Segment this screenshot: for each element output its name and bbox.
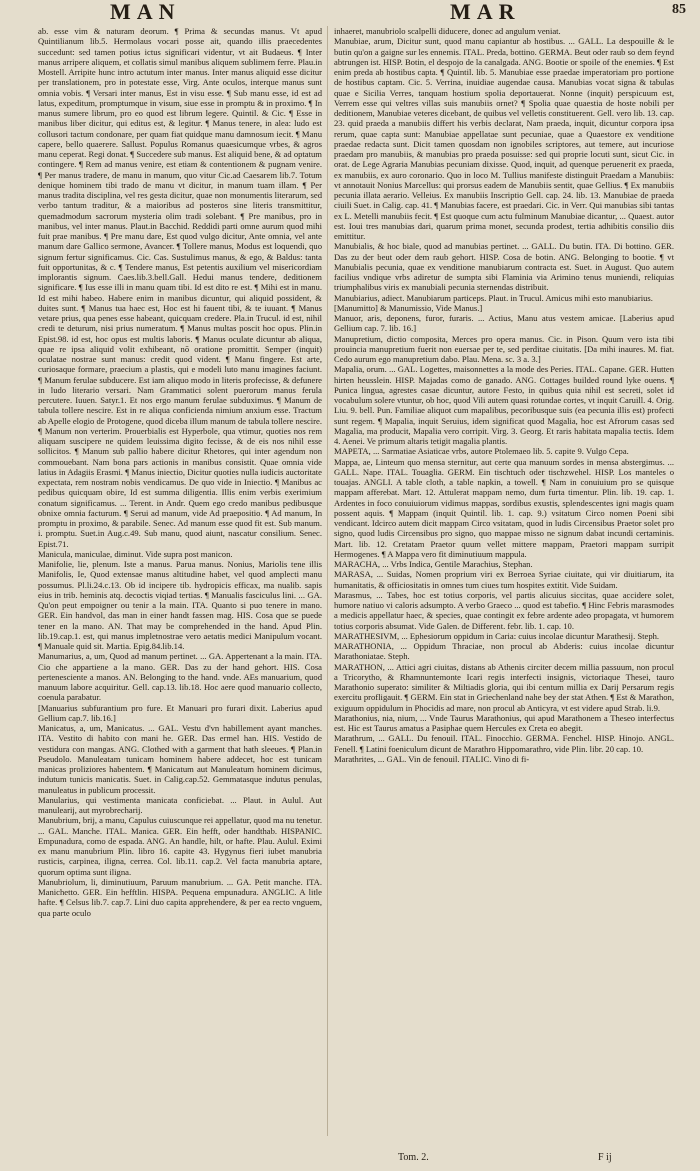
page-footer	[0, 1152, 700, 1170]
entry-manubiae: Manubiae, arum, Dicitur sunt, quod manu capiantur ab hostibus. ... GALL. La despouille & le butin qu'on a gaigne sur les ennemis. ITAL. Preda, bottino. GERMA. Beut oder raub so dem feynd abtrungen ist. HISP. Botin, el despojo de la canalgada. ANG. Bootie or spoile of the enemies. ¶ Est enim preda ab hostibus capta. ¶ Quintil. lib. 5. Manubiae esse praedae imperatoriam pro portione de hostibus captam. Cic. 5. Verrina, inuidiae augendae causa. Manubias vocat signa & tabulas quae e Sicilia Verres, tanquam hostium spolia deportauerat. Nonne (inquit) perspicuum est, Verrem esse qui veltres villas suis manubiis ornet? ¶ Spolia quae quaestia de hoste nobili per deditionem, Manubiae veteres dicebant, de quibus vel velletis constituerent. Gell. vero lib. 13. cap. 23. quid praeda a manubiis differt his verbis declarat, Nam praeda, inquit, dicuntur corpora ipsa rerum, quae capta sunt: Manubiae appellatae sunt pecuniae, quae a Quaestore ex venditione praedae redacta sunt. Dicit tamen quosdam non ignobiles scriptores, aut temere, aut incuriose praedam pro manubiis, & manubias pro praeda posuisse: sed qui proprie locuti sunt, sicut Cic. in orat. de Lege Agraria Manubias pecuniam dixisse. Quod, inquit, ad quenque peruenerit ex praeda, ex manubiis, ex auro coronario. Quo in loco M. Tullius manifeste distinguit Praedam a Manubiis: vt annotauit Nonius Marcellus: qui prorsus eadem de Manubiis sentit, quae Gellius. ¶ Ex manubiis pecunia illata aerario. Velleius. Ex manubiis Inscriptio Gell. cap. 24. lib. 13. Manubiae de praeda ciuili Suet. in Calig. cap. 41. ¶ Manubias facere, est praedari. Cic. in Verr. Qui manubias sibi tantas ex L. Metelli manubiis fecit. ¶ Est quoque cum actu fulminum Manubiae dicantur, ... Quaest. autor est. Ioui tres manubias dari, quarum prima monet, secunda prodest, tertia adhibitis consilio diis emittitur.	[334, 36, 674, 241]
entry-marathonius: Marathonius, nia, nium, ... Vnde Taurus Marathonius, qui apud Marathonem a Theseo interfectus est. Hic est Taurus amatus a Pasiphae quem Hercules ex Creta eo abegit.	[334, 712, 674, 733]
entry-manuor: Manuor, aris, deponens, furor, furaris. ... Actius, Manu atus vestem amicae. [Laberius apud Gellium cap. 7. lib. 16.]	[334, 313, 674, 334]
signature-mark: F ij	[598, 1152, 612, 1163]
running-head-right: MAR	[450, 0, 521, 24]
entry-manicula: Manicula, maniculae, diminut. Vide supra post manicon.	[38, 548, 233, 559]
entry-manicatus: Manicatus, a, um, Manicatus. ... GAL. Vestu d'vn habillement ayant manches. ITA. Vestito di habito con mani he. GER. Das ermel han. HIS. Vestido de vestidura con mangas. ANG. Clothed with a garment that hath sleeues. ¶ Plan.in Pseudolo. Manuleatam tunicam hominem habere addecet, hoc est tunicam manicas proliziores habentem. ¶ Manicatum aut Manuleatum hominem dicimus, indutum tunicis manicatis. Suet. in Calig.cap.52. Gemmatasque indutus penulas, manuleatus in publicum processit.	[38, 723, 322, 795]
entry-manupretium: Manupretium, dictio composita, Merces pro opera manus. Cic. in Pison. Quum vero ista tibi prouincia manupretium fuerit non euersae per te, sed perditae ciuitatis. [Da mihi inaures. M. fiat. Cedo aurum ego manupretium dabo. Plau. Mena. sc. 3 a. 3.]	[334, 333, 674, 364]
entry-marasa: MARASA, ... Suidas, Nomen proprium viri ex Berroea Syriae ciuitate, qui vir diuitiarum, ita humanitatis, & officiositatis in omnes tum ciues tum hospites extitit. Vide Suidam.	[334, 569, 674, 590]
entry-marathrites: Marathrites, ... GAL. Vin de fenouil. ITALIC. Vino di fi-	[334, 753, 530, 764]
entry-maracha: MARACHA, ... Vrbs Indica, Gentile Marachius, Stephan.	[334, 559, 533, 569]
running-header	[0, 0, 700, 26]
running-head-left: MAN	[110, 0, 181, 24]
entry-manubiarius: Manubiarius, adiect. Manubiarum particeps. Plaut. in Trucul. Amicus mihi esto manubiarius.	[334, 292, 653, 303]
entry-mappa: Mappa, ae, Linteum quo mensa sternitur, aut certe qua manuum sordes in mensa abstergimus. ... GALL. Nape. ITAL. Touaglia. GERM. Ein tischtuch oder tischzwehel. HISP. Los manteles o touajas. ANGLI. A table cloth, a table napkin, a towell. ¶ Nam in conuiuium pro se quisque mappam afferebat. Mart. 12. Attulerat mappam nemo, dum furta timentur. Plin. lib. 19. cap. 1. Ardentes in foco conuiuiorum vidimus mappas, sordibus exustis, splendescentes igni magis quam possent aquis. ¶ Mappam (inquit Quintil. lib. 1. cap. 9.) vsitatum Circo nomen Poeni sibi vendicant. Idcirco autem dicit mappam Circo vsitatam, quod in ludis Circensibus Praetor solet pro signo, quod ludis Circensibus pro signo, quo mappae misso ne signum dabat incundi certaminis. Mart. lib. 12. Cretatam Praetor quum vellet mittere mappam, Praetori mappam surripit Hermogenes. ¶ A Mappa vero fit diminutiuum mappula.	[334, 456, 674, 559]
entry-manipulus: Manifolie, lie, plenum. Iste a manus. Parua manus. Nonius, Mariolis tene illis Manifolis, Ie, Quod extensae manus altitudine habet, vel quod amplecti manu possumus. Pl.li.24.c.13. Ob id incipere tib. hydropicis efficax, ma nualib. sapis eius in trib. heminis atq. decoctis viqiad tertias. ¶ Manualis fasciculus lini. ... GA. Qu'on peut empoigner ou tenir a la main. ITA. Quanto si puo tenere in mano. GER. Ein handvol, das man in einer handt fassen mag. HIS. Cosa que se puede tener en la mano. AN. That may be comprehended in the hand. Apud Plin. lib.19.cap.1. est, qui manus impletnostrae vero aetatis medici Manipulum vocant. ¶ Manuale quid sit. Martia. Epig.84.lib.14.	[38, 559, 322, 651]
left-column	[38, 26, 322, 1148]
column-divider	[327, 26, 328, 1136]
entry-manuarius-note: [Manuarius subfurantium pro fure. Et Manuari pro furari dixit. Laberius apud Gellium cap.7. lib.16.]	[38, 702, 322, 723]
entry-manubrium: Manubrium, brij, a manu, Capulus cuiuscunque rei appellatur, quod ma nu tenetur. ... GAL. Manche. ITAL. Manica. GER. Ein hefft, oder handthab. HISPANIC. Empunadura, como de espada. ANG. An handle, hilt, or hafte. Plau. Aulul. Eximi ex manu manubrium Plin. libro 16. capite 43. Hygynus fieri iubet manubria rusticis, carpinea, iligna, cerrea. Col. lib.11. cap.2. Vel facta manubria aptare, quorum optima sunt iligna.	[38, 815, 322, 877]
entry-mapeta: MAPETA, ... Sarmatiae Asiaticae vrbs, autore Ptolemaeo lib. 5. capite 9. Vulgo Cepa.	[334, 446, 629, 457]
entry-manumitto: [Manumitto] & Manumissio, Vide Manus.]	[334, 302, 483, 313]
volume-mark: Tom. 2.	[398, 1152, 429, 1163]
right-column	[334, 26, 674, 1148]
entry-marasmus: Marasmus, ... Tabes, hoc est totius corporis, vel partis alicuius siccitas, quae accidere solet, humore natiuo vi caloris adsumpto. A verbo Graeco ... quod est tabefio. ¶ Hinc Febris marasmodes a medicis appellatur haec, & species, quae contingit ex febre ardente adeo propagata, vt humorem totius corporis absumat. Vide Galen. de Different. febr. lib. 1. cap. 10.	[334, 589, 674, 631]
page-number: 85	[672, 2, 686, 17]
entry-marathon: MARATHON, ... Attici agri ciuitas, distans ab Athenis circiter decem millia passuum, non procul a Tricorytho, & Rhamnuntemonte Icari regis interfecti insignis, victoriaque Thesei, tauro Marathonio superato: similiter & Miltiadis gloria, qui ibi centum millia ex Darij Persarum regis exercitu profligauit. ¶ GERM. Ein stat in Griechenland nahe bey der stat Athen. ¶ Est & Marathon, exiguum oppidulum in Phocidis ad mare, non procul ab Anticyra, vt est videre apud Strab. li.9.	[334, 661, 674, 713]
entry-mapalia: Mapalia, orum. ... GAL. Logettes, maisonnettes a la mode des Peries. ITAL. Capane. GER. Hutten hirten heusslein. HISP. Majadas como de ganado. ANG. Cottages builded round lyke ouens. ¶ Punica lingua, agrestes casae dicuntur, autore Festo, in quibus quia nihil est secreti, solet id vocabulum solere vtuntur, ob hoc, quod Vili autem quasi rotundae cortes, vt inquit Caruill. 4. Orig. Liu. 9. bell. Pun. Familiae aliquot cum mapalibus, pecoribusque suis (ea pecunia illis est) profecti sunt regem. ¶ Mapalia, inquit Seruius, idem significat quod Magalia, hoc est Afrorum casas sed Magalia, ma producit, Mapalia vero corripit. Virg. 3. Georg. Et raris habitata mapalia tectis. Idem 4. Aenei. Ve primum altaris tetigit magalia plantis.	[334, 364, 674, 446]
entry-continuation: inhaeret, manubriolo scalpelli diducere, donec ad angulum veniat.	[334, 26, 561, 36]
entry-marathrum: Marathrum, ... GALL. Du fenouil. ITAL. Finocchio. GERMA. Fenchel. HISP. Hinojo. ANGL. Fenell. ¶ Latini foeniculum dicunt de Marathro Hippomarathro, vide Plin. libr. 20 cap. 10.	[334, 733, 674, 754]
entry-marathesium: MARATHESIVM, ... Ephesiorum oppidum in Caria: cuius incolae dicuntur Marathesij. Steph.	[334, 630, 660, 641]
entry-manubriolum: Manubriolum, li, diminutiuum, Paruum manubrium. ... GA. Petit manche. ITA. Manichetto. GER. Ein hefftlin. HISPA. Pequena empunadura. ANGLIC. A litle hafte. ¶ Celsus lib.7. cap.7. Lini duo capita apprehendere, & per ea recto vnguem, qua parte oculo	[38, 876, 322, 918]
entry-manus-phrases: ab. esse vim & naturam deorum. ¶ Prima & secundas manus. Vt apud Quintilianum lib.5. Hermolaus vocari posse ait, quando illis praecedentes succedunt: sed tamen potius ictus significari videntur, vt ait Budaeus. ¶ Inter manus arripere aliquem, et collatis simul manibus aliquem sublimem ferre. Plau.in Mostell. Arripite hunc intro actutum inter manus. Inter manus aliquid esse dicitur per translationem, pro in potestate esse, Virg. Ante oculos, interque manus sunt omnia vobis. ¶ Versari inter manus, Est in visu esse. ¶ Sub manu esse, id est ad latus, expeditum, promptumque in visum, siue esse in promptu & in proximo. ¶ In manus sumere librum, pro eo quod est librum legere. Quintil. & Cic. ¶ Esse in manibus liber dicitur, qui editus est, & legitur. ¶ Manus tenere, in alea: ludo est collusori tactum condonare, per quam fiat quidque manu damnosum iecit. ¶ Manu capere, bello quaerere. Sallust. Populus Romanus quaesicumque vrbes, & agros manu ceperat. Regi donat. ¶ Succedere sub manus. Est aliquid bene, & ad optatum contingere. ¶ Rem ad manus venire, est etiam & contentionem & pugnam venire. ¶ Per manus tradere, de manu in manum, quo vitur Cic.ad Caesarem lib.7. Totum denique hominem tibi trado de manu vt dicitur, in manum tuam illam. ¶ Per manus tradita disciplina, vel res gesta dicitur, quae non monumentis literarum, sed verbo tantum traditur, & a maioribus ad posteros sine literis transmittitur, quemadmodum sacrorum mysteria olim tradi solebant. ¶ Pre manibus, pro in manibus, vel inter manus. Plaut.in Bacchid. Reddidi parti omne aurum quod mihi fuit prae manibus. ¶ Pre manu dare, Est quod vulgo dicitur, Ante omnia, vel ante manum dare Gallico sermone, Avancer. ¶ Tollere manus, Modus est loquendi, quo signum fertur significamus. Cic. Cas. Sustulimus manus, & ego, & Baldus: tanta fuit opportunitas, & c. ¶ Tendere manus, Est petentis auxilium vel misericordiam implorantis signum. Caes.lib.3.bell.Gall. Hedui manus tendere, deditionem significare. ¶ Ius esse illi in manu quam tibi. Id est dito re est. ¶ Mihi est in manu. Id est mihi habeo. Habere enim in manibus dicuntur, qui aliquid possident, & duites sunt. ¶ Manus tua haec est, Hoc est hi fauent tibi, & te iuuant. ¶ Manus vetare prius, qua penes esse habeant, quicquam credere. Pla.in Trucul. id est, nihil credi te deturum, nisi prius numeratum. ¶ Manus multas poscit hoc opus. Plin.in Epist.98. id est, hoc opus est multis laboris. ¶ Manus oculate dicuntur ab aliqua, quae re ipsa aliquid volit exhibeant, nō oratione promittit. Semper (inquit) oculatae nostrae sunt manus: credit quod vident. ¶ Manu fingere. Est arte, curiosaque formare, praecium a plastis, qui e modeli luto manu imagines faciunt. ¶ Manum ferulae subducere. Est iam aliquo modo in literis profecisse, & defunere in ludo literario versari. Nam Grammatici solent puerorum manus ferula percutere. Iuuen. Satyr.1. Et nos ergo manum ferulae subduximus. ¶ Manum de tabula tollere nescire. Est in re aliqua conficienda nimium anxium esse. Tractum ab Apelle elogio de Protogene, quod diceba illum manum de tabula tollere nescire. ¶ Manum non verterim. Prouerbialis est Hyperbole, qua vtimur, quoties nos rem aliquam suscipere ne quidem leuissima digito fecisse, & de eis nos nihil esse sollicitos. ¶ Manum sub pallio habere dicitur Rhetores, qui inter agendum non commouebant. Nam bona pars actionis in manibus consistit. Quae omnia vide latius in Adagiis Erasmi. ¶ Manus iniectio, Dicitur quoties nulla iudicis auctoritate expectata, rem nostram nobis vendicamus. De quo vide in Iniectio. ¶ Manibus ac pedibus quicquam obire, Id est summa diligentia. Illis enim verbis exerimium conatum significamus. ... Terent. in Andr. Quem ego credo manibus pedibusque obnixe omnia facturum. ¶ Serui ad manum, vide Ad praepositio. ¶ Ad manum, In promptu in proximo, & parabile. Senec. Ad manum esse quod fit est. Sub manum. i. promptu. Suet.in Aug.c.49. Sub manu, quod aiunt, nascatur consilium. Senec. Epist.71.	[38, 26, 322, 549]
entry-manularius: Manularius, qui vestimenta manicata conficiebat. ... Plaut. in Aulul. Aut manulearij, aut myrobrecharij.	[38, 794, 322, 815]
entry-marathonia: MARATHONIA, ... Oppidum Thraciae, non procul ab Abderis: cuius incolae dicuntur Marathoniatae. Steph.	[334, 641, 674, 662]
entry-manuarius: Manumarius, a, um, Quod ad manum pertinet. ... GA. Appertenant a la main. ITA. Cio che appartiene a la mano. GER. Das zu der hand gehort. HIS. Cosa pertenesciente a manos. AN. Belonging to the hand. vnde. AEs manuarium, quod manuum labore acquiritur. Gell. cap.13. lib.18. Hoc aere quod manuario collecto, coenula parabatur.	[38, 651, 322, 703]
entry-manubialis: Manubialis, & hoc biale, quod ad manubias pertinet. ... GALL. Du butin. ITA. Di bottino. GER. Das zu der beut oder dem raub gehort. HISP. Cosa de botin. ANG. Belonging to bootie. ¶ vt Manubialis pecunia, quae ex venditione manubiarum contracta est. Suet. in August. Quo autem facilius vndique vrbs adiretur de sumpta sibi Flaminia via Arimino tenus muniendi, reliquias triumphalibus viris ex manubiali pecunia sternendas distribuit.	[334, 241, 674, 293]
